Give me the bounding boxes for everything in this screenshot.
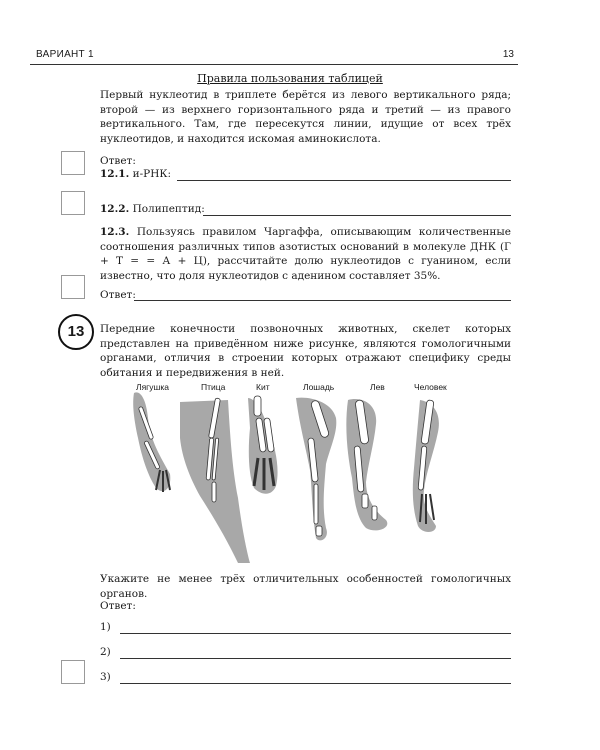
q13-answer-line-2[interactable] xyxy=(120,658,511,659)
q12-1-number: 12.1. xyxy=(100,168,130,180)
q13-text: Передние конечности позвоночных животных, скелет которых представлен на приведённом ниже рисунке, являются гомологичными органами, отличия в строении которых отражают специфику среды обитания и передвижения в ней. xyxy=(100,323,511,379)
q13-answer-label: Ответ: xyxy=(100,600,136,612)
q12-3-text xyxy=(100,225,511,283)
answer-score-box[interactable] xyxy=(61,275,85,299)
q12-2-label xyxy=(100,203,205,215)
page-header xyxy=(36,47,514,65)
answer-score-box[interactable] xyxy=(61,191,85,215)
q12-3-body: Пользуясь правилом Чаргаффа, описывающим количественные соотношения различных типов азотистых оснований в молекуле ДНК (Г + Т = = А + Ц), рассчитайте долю нуклеотидов с гуанином, если известно, что доля нуклеотидов с аденином составляет 35%. xyxy=(100,226,511,282)
q12-2-answer-line[interactable] xyxy=(203,215,511,216)
label-whale: Кит xyxy=(256,382,270,392)
q13-item-1: 1) xyxy=(100,621,111,633)
q13-answer-line-1[interactable] xyxy=(120,633,511,634)
label-bird: Птица xyxy=(201,382,226,392)
q12-2-number: 12.2. xyxy=(100,203,130,215)
q12-3-answer-line[interactable] xyxy=(134,300,511,301)
q13-answer-line-3[interactable] xyxy=(120,683,511,684)
label-human: Человек xyxy=(414,382,447,392)
q12-1-answer-line[interactable] xyxy=(177,180,511,181)
q12-3-answer-label: Ответ: xyxy=(100,289,136,301)
question-number-13: 13 xyxy=(58,314,94,350)
q13-item-2: 2) xyxy=(100,646,111,658)
q12-2-text: Полипептид: xyxy=(132,203,205,215)
rules-title: Правила пользования таблицей xyxy=(197,72,383,85)
label-horse: Лошадь xyxy=(303,382,335,392)
q13-task: Укажите не менее трёх отличительных особенностей гомологичных органов. xyxy=(100,573,511,600)
limb-skeletons-figure xyxy=(130,378,460,563)
label-lion: Лев xyxy=(370,382,385,392)
answer-label: Ответ: xyxy=(100,155,136,167)
rules-text: Первый нуклеотид в триплете берётся из левого вертикального ряда; второй — из верхнего горизонтального ряда и третий — из правого вертикального. Там, где пересекутся линии, идущие от всех трёх нуклеотидов, и находится искомая аминокислота. xyxy=(100,89,511,145)
header-divider xyxy=(30,64,518,65)
lion-leg-silhouette xyxy=(346,399,387,530)
q13-item-3: 3) xyxy=(100,671,111,683)
answer-score-box[interactable] xyxy=(61,660,85,684)
q12-1-label xyxy=(100,168,171,180)
page-number: 13 xyxy=(502,49,514,60)
q12-3-number: 12.3. xyxy=(100,226,130,238)
q12-1-text: и-РНК: xyxy=(132,168,172,180)
variant-label: ВАРИАНТ 1 xyxy=(36,49,94,60)
answer-score-box[interactable] xyxy=(61,151,85,175)
frog-limb-silhouette xyxy=(133,392,170,491)
label-frog: Лягушка xyxy=(136,382,169,392)
